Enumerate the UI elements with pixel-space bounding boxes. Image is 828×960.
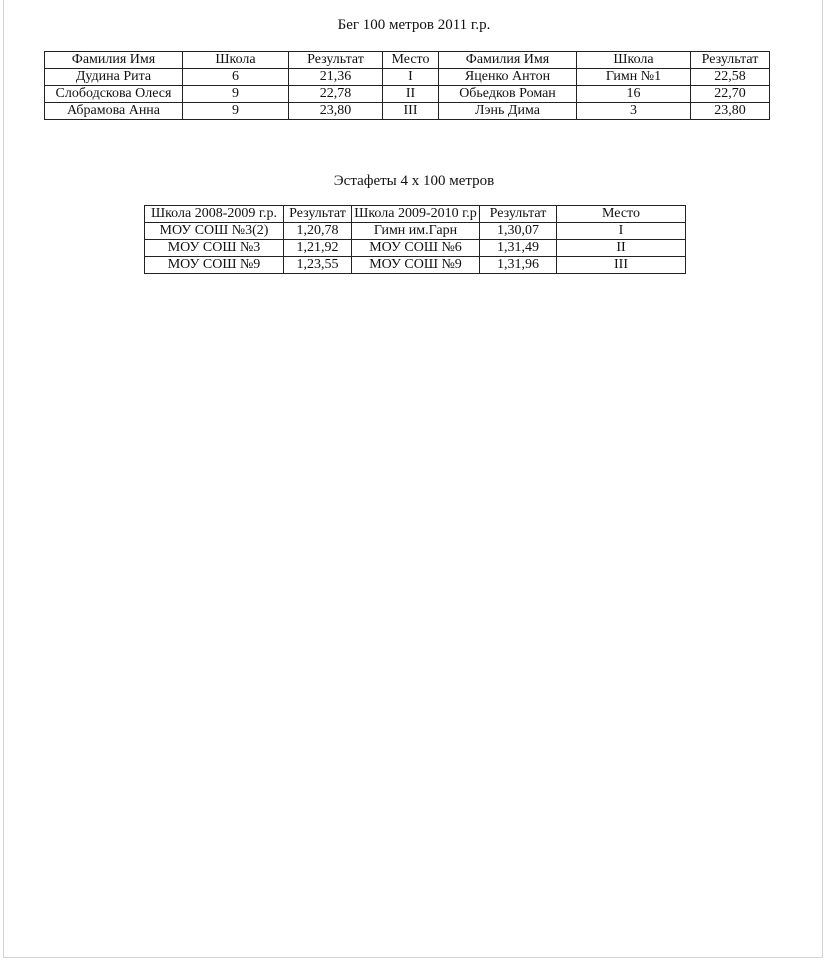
header-cell: Фамилия Имя	[439, 52, 577, 69]
header-cell: Результат	[480, 206, 557, 223]
table-cell: Гимн им.Гарн	[352, 223, 480, 240]
table-row	[45, 86, 770, 103]
header-cell: Школа	[183, 52, 289, 69]
table-cell: 1,31,96	[480, 257, 557, 274]
table-cell: 23,80	[289, 103, 383, 120]
relay-results-table	[144, 205, 686, 274]
header-cell: Школа	[577, 52, 691, 69]
table-cell: Лэнь Дима	[439, 103, 577, 120]
table-cell: Гимн №1	[577, 69, 691, 86]
table-cell: МОУ СОШ №9	[145, 257, 284, 274]
table-cell: 22,78	[289, 86, 383, 103]
document-page	[3, 0, 823, 958]
table-cell: МОУ СОШ №6	[352, 240, 480, 257]
table-cell: 16	[577, 86, 691, 103]
sprint-title: Бег 100 метров 2011 г.р.	[337, 17, 491, 33]
header-cell: Школа 2009-2010 г.р	[352, 206, 480, 223]
table-cell: МОУ СОШ №3	[145, 240, 284, 257]
table-cell: III	[383, 103, 439, 120]
table-cell: МОУ СОШ №9	[352, 257, 480, 274]
table-header-row	[45, 52, 770, 69]
table-cell: 1,21,92	[284, 240, 352, 257]
table-cell: 23,80	[691, 103, 770, 120]
table-row	[145, 240, 686, 257]
table-cell: III	[557, 257, 686, 274]
sprint-results-table	[44, 51, 770, 120]
table-row	[145, 257, 686, 274]
table-cell: Обьедков Роман	[439, 86, 577, 103]
table-cell: 9	[183, 86, 289, 103]
table-cell: Дудина Рита	[45, 69, 183, 86]
table-row	[45, 69, 770, 86]
table-cell: I	[557, 223, 686, 240]
relay-title: Эстафеты 4 х 100 метров	[333, 173, 495, 189]
table-cell: 1,20,78	[284, 223, 352, 240]
header-cell: Место	[383, 52, 439, 69]
table-cell: II	[383, 86, 439, 103]
table-cell: I	[383, 69, 439, 86]
table-cell: II	[557, 240, 686, 257]
table-cell: 22,58	[691, 69, 770, 86]
table-cell: 21,36	[289, 69, 383, 86]
table-row	[45, 103, 770, 120]
table-cell: Слободскова Олеся	[45, 86, 183, 103]
table-cell: 9	[183, 103, 289, 120]
header-cell: Фамилия Имя	[45, 52, 183, 69]
header-cell: Результат	[284, 206, 352, 223]
table-cell: 6	[183, 69, 289, 86]
table-cell: 1,31,49	[480, 240, 557, 257]
header-cell: Место	[557, 206, 686, 223]
table-header-row	[145, 206, 686, 223]
header-cell: Результат	[691, 52, 770, 69]
table-cell: Абрамова Анна	[45, 103, 183, 120]
table-cell: 3	[577, 103, 691, 120]
table-row	[145, 223, 686, 240]
table-cell: 1,30,07	[480, 223, 557, 240]
table-cell: МОУ СОШ №3(2)	[145, 223, 284, 240]
header-cell: Школа 2008-2009 г.р.	[145, 206, 284, 223]
table-cell: 1,23,55	[284, 257, 352, 274]
table-cell: Яценко Антон	[439, 69, 577, 86]
header-cell: Результат	[289, 52, 383, 69]
table-cell: 22,70	[691, 86, 770, 103]
